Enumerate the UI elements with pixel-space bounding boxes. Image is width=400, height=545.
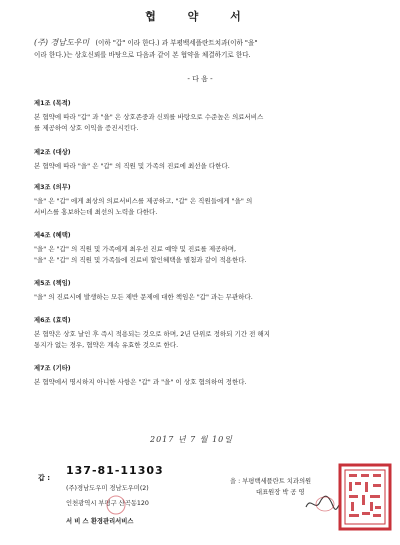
da-eum-heading: - 다 음 -: [187, 75, 213, 83]
party-b-representative: 대표원장 박 공 영: [256, 489, 305, 496]
article-heading: 제5조 (책임): [34, 280, 71, 287]
article-heading: 제7조 (기타): [34, 365, 71, 372]
party-b-name: 을 : 부평백세플란트 치과의원: [230, 478, 312, 485]
clinic-seal-icon: [337, 462, 393, 532]
article-5: [34, 278, 379, 303]
article-line: 본 협약은 상호 날인 후 즉시 적용되는 것으로 하며, 2년 단위로 정하되 기간 전 해지: [34, 330, 271, 338]
intro-line-1: [34, 37, 384, 49]
article-line: 본 협약에 따라 "을" 은 "갑" 의 직원 및 가족의 진료에 최선을 다한다.: [34, 162, 230, 170]
article-line: 서비스를 홍보하는데 최선의 노력을 다한다.: [34, 208, 158, 216]
intro-line-2: 이라 한다.)는 상호신뢰를 바탕으로 다음과 같이 본 협약을 체결하기로 한다.: [34, 51, 251, 59]
party-a-handwritten-name: (주) 경남도우미: [34, 38, 90, 47]
article-6: [34, 315, 379, 351]
intro-paragraph: [34, 37, 384, 61]
article-line: "을" 은 "갑" 의 직원 및 가족에게 최우선 진료 예약 및 진료를 제공하며,: [34, 245, 237, 253]
article-heading: 제2조 (대상): [34, 149, 71, 156]
party-a-label: 갑 :: [38, 474, 50, 482]
article-4: [34, 230, 379, 266]
article-line: 를 제공하여 상호 이익을 증진시킨다.: [34, 124, 139, 132]
party-a-service-line: 서 비 스 환경관리서비스: [66, 518, 134, 525]
article-line: 본 협약에 따라 "갑" 과 "을" 은 상호존중과 신뢰를 바탕으로 수준높은 의료서비스: [34, 113, 264, 121]
article-heading: 제1조 (목적): [34, 100, 71, 107]
article-heading: 제6조 (효력): [34, 317, 71, 324]
article-1: [34, 98, 379, 134]
article-line: 본 협약에서 명시하지 아니한 사항은 "갑" 과 "을" 이 상호 협의하여 정한다.: [34, 378, 247, 386]
party-a-seal-stamp-icon: [56, 465, 196, 537]
article-line: 통지가 없는 경우, 협약은 계속 유효한 것으로 한다.: [34, 341, 179, 349]
registration-number: 137-81-11303: [66, 464, 164, 477]
article-line: "을" 의 진료시에 발생하는 모든 제반 문제에 대한 책임은 "갑" 과는 무관하다.: [34, 293, 253, 301]
party-b-block: [230, 476, 311, 498]
article-2: [34, 147, 379, 172]
intro-text-1: (이하 "갑" 이라 한다.) 과 부평백세플란트치과(이하 "을": [95, 39, 258, 47]
article-heading: 제4조 (혜택): [34, 232, 71, 239]
document-title: 협 약 서: [145, 10, 255, 23]
article-line: "을" 은 "갑" 의 직원 및 가족들에 진료비 할인혜택을 별첨과 같이 적용한다.: [34, 256, 247, 264]
party-a-company-line: (주)경남도우미 경남도우미(2): [66, 485, 149, 492]
party-a-address-line: 인천광역시 부평구 산곡동120: [66, 500, 149, 507]
handwritten-date: 2017 년 7 월 10일: [150, 435, 233, 444]
article-7: [34, 363, 379, 388]
article-line: "을" 은 "갑" 에게 최상의 의료서비스를 제공하고, "갑" 은 직원들에게 "을" 의: [34, 197, 253, 205]
article-3: [34, 182, 379, 218]
article-heading: 제3조 (의무): [34, 184, 71, 191]
